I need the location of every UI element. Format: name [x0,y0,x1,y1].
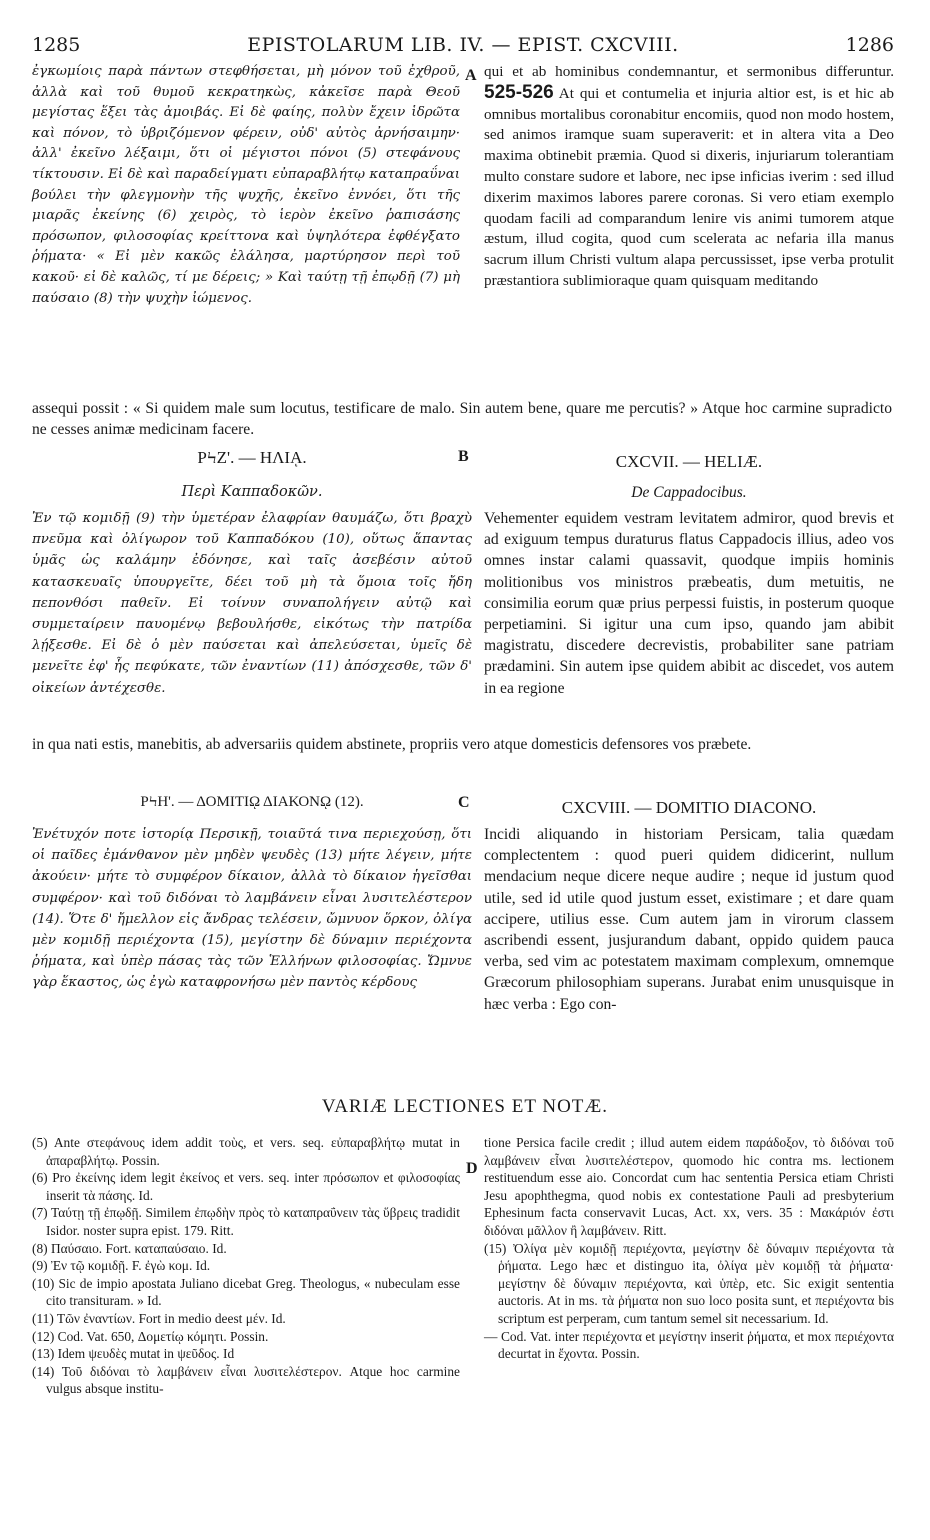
full-width-text-top: assequi possit : « Si quidem male sum locutus, testificare de malo. Sin autem bene, quare me percutis? » Atque hoc carmine supradicto ne cesses animæ medicinam facere. [32,400,892,439]
greek-heading-198: ΡϞΗ'. — ΔΟΜΙΤΙῼ ΔΙΑΚΟΝῼ (12). [140,794,364,810]
page-number-right: 1286 [845,34,894,56]
running-title: EPISTOLARUM LIB. IV. — EPIST. CXCVIII. [247,34,679,56]
notes-column-right [484,1134,894,1363]
greek-column-top: ἐγκωμίοις παρὰ πάντων στεφθήσεται, μὴ μόνον τοῦ ἐχθροῦ, ἀλλὰ καὶ τοῦ θυμοῦ κεκρατηκὼς, κἀκεῖσε παρὰ Θεοῦ μεγίστας ἕξει τὰς ἀμοιβάς. Εἰ δὲ φαίης, πολὺν ἔχειν ἱδρῶτα καὶ πόνον, τὸ ὑβριζόμενον φέρειν, οὐδ' αὐτὸς ἀρνήσαιμην· ἀλλ' ἐκεῖνο λέξαιμι, ὅτι οἱ μέγιστοι πόνοι (5) στεφάνους τίκτουσιν. Εἰ δὲ καὶ παραδείγματι εὐπαραβλήτῳ καταπραΰναι βούλει τὴν φλεγμονὴν τῆς ψυχῆς, ἐκεῖνο ἐννόει, ὅτι τῆς μιαρᾶς ἐκείνης (6) χειρὸς, τὸ ἱερὸν ἐκεῖνο ῥαπισάσης πρόσωπον, φιλοσοφίας κρείττονα καὶ ὑψηλότερα ἐφθέγξατο ῥήματα· « Εἰ μὲν κακῶς ἐλάλησα, μαρτύρησον περὶ τοῦ κακοῦ· εἰ δὲ καλῶς, τί με δέρεις; » Καὶ ταύτῃ τῇ ἐπῳδῇ (7) μὴ παύσαιο (8) τὴν ψυχὴν ἰώμενος. [32,64,460,306]
note-15: (15) Ὀλίγα μὲν κομιδῇ περιέχοντα, μεγίστην δὲ δύναμιν περιέχοντα τὰ ῥήματα. Lego hæc et distinguo ita, ὀλίγα μὲν κομιδῇ τὰ ῥήματα· μεγίστην δὲ δύναμιν περιέχοντα, καὶ ὑπὲρ, etc. Sic exigit sententia auctoris. At in ms. τὰ ῥήματα non suo loco posita sunt, et περιέχοντα bis scriptum est perperam, cum tantum semel sit necessarium. Id. [484,1240,894,1326]
original-page-numbers: 525-526 [484,81,554,103]
note-5: (5) Ante στεφάνους idem addit τοὺς, et vers. seq. εὐπαραβλήτῳ mutat in ἀπαραβλήτῳ. Possin. [32,1135,460,1168]
note-10: (10) Sic de impio apostata Juliano dicebat Greg. Theologus, « nubeculam esse cito transituram. » Id. [32,1275,460,1309]
latin-subtitle-197: De Cappadocibus. [631,484,747,501]
latin-heading-198: CXCVIII. — DOMITIO DIACONO. [561,798,817,817]
note-12: (12) Cod. Vat. 650, Δομετίῳ κόμητι. Possin. [32,1328,269,1344]
note-6: (6) Pro ἐκείνης idem legit ἐκείνος et vers. seq. inter πρόσωπον et φιλοσοφίας inserit τὰ πάσης. Id. [32,1170,460,1203]
full-width-text-197: in qua nati estis, manebitis, ab adversariis quidem abstinete, propriis vero atque domesticis defensores vos præbete. [32,736,752,753]
note-8: (8) Παύσαιο. Fort. καταπαύσαιο. Id. [32,1240,227,1256]
note-15-addendum: — Cod. Vat. inter περιέχοντα et μεγίστην inserit ῥήματα, et mox περιέχοντα decurtat in ἔχοντα. Possin. [484,1328,894,1362]
marker-a: A [465,67,477,84]
greek-subtitle-197: Περὶ Καππαδοκῶν. [181,484,323,500]
latin-column-top [484,62,894,398]
marker-c: C [458,794,470,811]
marker-b: B [458,448,469,465]
greek-column-197: Ἐν τῷ κομιδῇ (9) τὴν ὑμετέραν ἐλαφρίαν θαυμάζω, ὅτι βραχὺ πνεῦμα καὶ ὀλίγωρον τοῦ Καππαδόκου (10), οὕτως ἅπαντας ὑμᾶς ὡς καλάμην ἐδόνησε, καὶ ταῖς ἀσεβέσιν αὐτοῦ κατασκευαῖς ὑπουργεῖτε, δέει τοῦ μὴ τὰ ὅμοια τοῖς ἤδη πεπονθόσι παθεῖν. Εἰ τοίνυν συναπολήγειν αὐτῷ καὶ συμμεταίρειν παυομένῳ βεβουλήσθε, εἰκότως τὴν πατρίδα λῄξεσθε. Εἰ δὲ ὁ μὲν παύσεται καὶ ἀπελεύσεται, ὑμεῖς δὲ μενεῖτε ἐφ' ἧς πεφύκατε, τῶν ἐναντίων (11) ἀπόσχεσθε, τῶν δ' οἰκείων ἀντέχεσθε. [32,511,472,696]
note-7: (7) Ταύτῃ τῇ ἐπῳδῇ. Similem ἐπῳδὴν πρὸς τὸ καταπραΰνειν τὰς ὕβρεις tradidit Isidor. noster supra epist. 179. Ritt. [32,1205,460,1238]
note-9: (9) Ἐν τῷ κομιδῇ. F. ἐγὼ κομ. Id. [32,1258,211,1274]
latin-heading-197: CXCVII. — HELIÆ. [615,452,763,471]
latin-text-top-2: At qui et contumelia et injuria altior est, is et hic ab omnibus mortalibus coronabitur encomiis, quod non modo hostem, sed animos iramque suam superaverit: et in altera vita a Deo maxima obtinebit præmia. Quod si dixeris, injuriarum tolerantiam multo constare sudore et labore, nec ipse inficias iverim : sed illud dixerim maximos labores parere coronas. Si vero etiam exemplo quodam facili ad comparandum lenire vis animi tumorem atque æstum, illud cogita, quod cum scelerata ac nefaria illa manus sacrum illum Christi vultum alapa percussisset, ipse verba protulit præstantiora sublimioraque quam quisquam meditando [484,84,894,289]
latin-column-197: Vehementer equidem vestram levitatem admiror, quod brevis et ad exiguum tempus duraturus flatus Cappadocis illius, adeo vos omnes instar calami quassavit, quodque impiis hominis molitionibus vos ministros præbeatis, dum metuitis, ne consimilia eorum quæ prius perpessi fuistis, in posterum quoque perpetiamini. Si igitur una cum ipso, quando jam abibit magistratu, discedere decrevistis, probabiliter sane patriam prædamini. Sin autem ipse quidem abibit ac discedet, vos autem in ea regione [484,510,894,697]
latin-text-top-1: qui et ab hominibus condemnantur, et sermonibus differuntur. [484,63,894,80]
note-14-continued: tione Persica facile credit ; illud autem eidem παράδοξον, τὸ διδόναι τοῦ λαμβάνειν εἶναι λυσιτελέστερον, quomodo hic contra ms. lectionem restituendum esse aio. Concordat cum hac sententia Persica etiam Christi Jesu apophthegma, quod nobis ex contestatione Pauli ad presbyterium Ephesinum facta conservavit Lucas, Act. xx, vers. 35 : Μακάριόν ἐστι διδόναι μᾶλλον ἢ λαμβάνειν. Ritt. [484,1135,894,1238]
note-13: (13) Idem ψευδὲς mutat in ψεῦδος. Id [32,1346,235,1362]
page-number-left: 1285 [32,34,81,56]
note-14: (14) Τοῦ διδόναι τὸ λαμβάνειν εἶναι λυσιτελέστερον. Atque hoc carmine vulgus absque institu- [32,1363,460,1397]
greek-heading-197: ΡϞΖ'. — ΗΛΙᾼ. [197,448,307,467]
notes-column-left [32,1134,460,1398]
greek-column-198: Ἐνέτυχόν ποτε ἱστορίᾳ Περσικῇ, τοιαῦτά τινα περιεχούσῃ, ὅτι οἱ παῖδες ἐμάνθανον μὲν μηδὲν ψευδὲς (13) μήτε λέγειν, μήτε ἀκούειν· μήτε τὸ συμφέρον δίκαιον, ἀλλὰ τὸ δίκαιον ἡγεῖσθαι συμφέρον· καὶ τοῦ διδόναι τὸ λαμβάνειν εἶναι λυσιτελέστερον (14). Ὅτε δ' ἤμελλον εἰς ἄνδρας τελέσειν, ὤμνυον ὅρκον, ὀλίγα μὲν κομιδῇ περιέχοντα (15), μεγίστην δὲ δύναμιν περιέχοντα ῥήματα, καὶ ὑπὲρ πάσας τὰς τῶν Ἑλλήνων φιλοσοφίας. Ὤμνυε γὰρ ἕκαστος, ὡς ἐγὼ καταφρονήσω μὲν παντὸς κέρδους [32,827,472,991]
note-11: (11) Τῶν ἐναντίων. Fort in medio deest μέν. Id. [32,1310,286,1326]
running-header [32,34,894,60]
notes-heading: VARIÆ LECTIONES ET NOTÆ. [321,1096,609,1117]
marker-d: D [466,1160,478,1177]
latin-column-198: Incidi aliquando in historiam Persicam, talia quædam complectentem : quod pueri quidem didicerint, nullum mendacium neque dicere neque audire ; neque id justum quod utile, sed id utile quod justum esset, existimare ; et dare quam accipere, utilius esse. Cum autem jam in virorum classem ascribendi essent, jusjurandum dabant, oppido quidem pauca verba, sed vim ac potestatem maximam complexum, omnemque Græcorum philosophiam superans. Jurabat enim unusquisque in hæc verba : Ego con- [484,826,894,1013]
